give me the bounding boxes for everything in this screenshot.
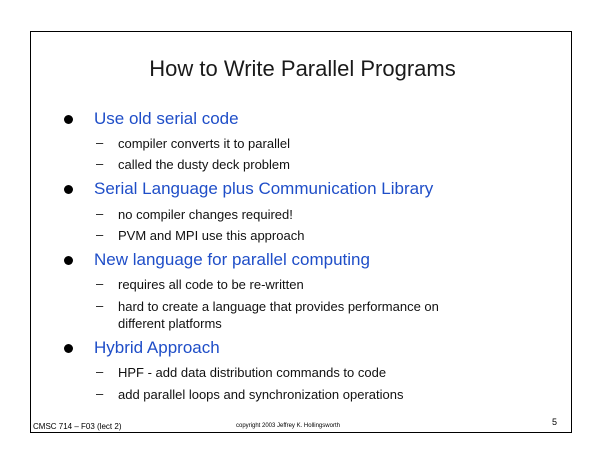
slide-title: How to Write Parallel Programs (149, 56, 456, 81)
sub-item-text: requires all code to be re-written (118, 277, 304, 292)
sub-item-text: HPF - add data distribution commands to code (118, 365, 387, 380)
bullet-heading: New language for parallel computing (94, 250, 370, 269)
sub-item-text: compiler converts it to parallel (118, 136, 290, 151)
sub-item-text: different platforms (118, 316, 222, 331)
dash-icon: – (96, 227, 104, 242)
bullet-dot-icon (64, 344, 73, 353)
sub-item-text: hard to create a language that provides performance on (118, 299, 439, 314)
dash-icon: – (96, 135, 104, 150)
dash-icon: – (96, 156, 104, 171)
bullet-heading: Hybrid Approach (94, 338, 220, 357)
dash-icon: – (96, 364, 104, 379)
sub-item-text: PVM and MPI use this approach (118, 228, 305, 243)
bullet-dot-icon (64, 256, 73, 265)
sub-item-text: no compiler changes required! (118, 207, 293, 222)
footer-course: CMSC 714 – F03 (lect 2) (33, 422, 122, 431)
sub-item-text: add parallel loops and synchronization operations (118, 387, 404, 402)
bullet-heading: Use old serial code (94, 109, 239, 128)
dash-icon: – (96, 206, 104, 221)
bullet-heading: Serial Language plus Communication Library (94, 179, 434, 198)
dash-icon: – (96, 298, 104, 313)
footer-copyright: copyright 2003 Jeffrey K. Hollingsworth (236, 423, 340, 429)
dash-icon: – (96, 386, 104, 401)
sub-item-text: called the dusty deck problem (118, 157, 290, 172)
bullet-dot-icon (64, 185, 73, 194)
dash-icon: – (96, 276, 104, 291)
page-number: 5 (552, 417, 558, 427)
bullet-dot-icon (64, 115, 73, 124)
